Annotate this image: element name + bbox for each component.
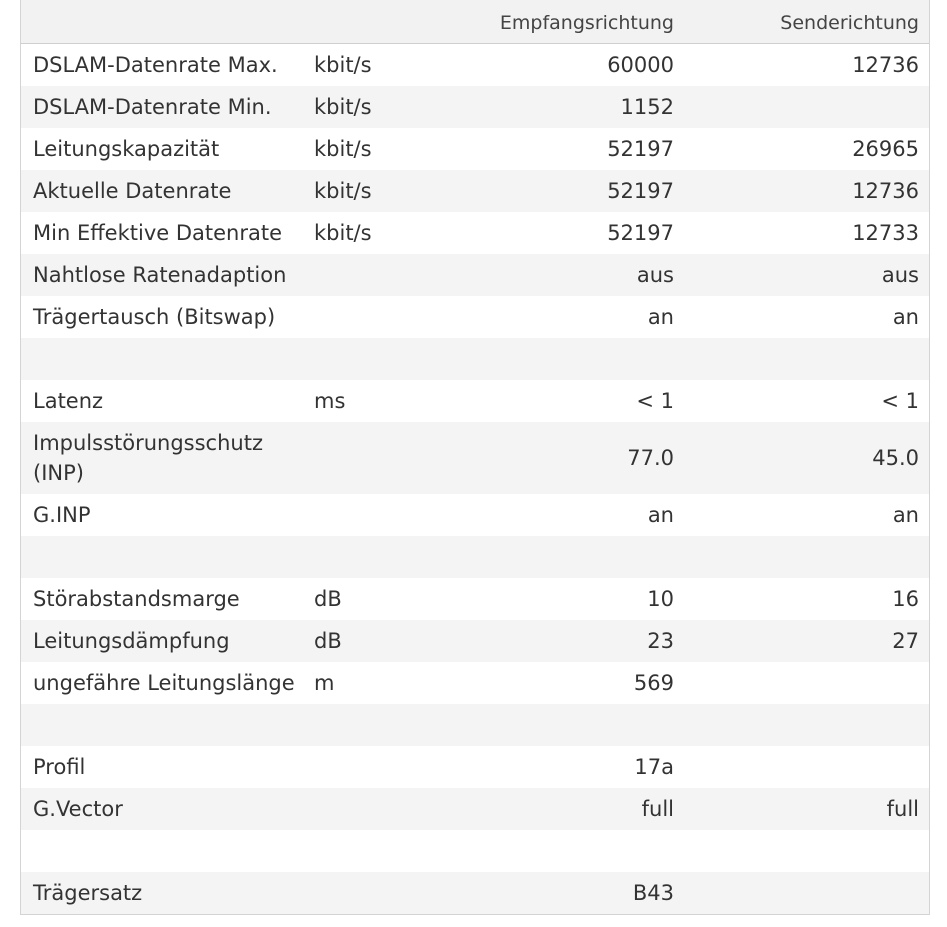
row-unit: kbit/s bbox=[314, 95, 372, 119]
table-row bbox=[21, 872, 929, 914]
row-label: Profil bbox=[33, 755, 86, 779]
row-label: ungefähre Leitungslänge bbox=[33, 671, 295, 695]
row-label: Min Effektive Datenrate bbox=[33, 221, 283, 245]
row-tx-value bbox=[674, 830, 919, 872]
table-row bbox=[21, 746, 929, 788]
table-row bbox=[21, 620, 929, 662]
table-row bbox=[21, 128, 929, 170]
row-tx-value bbox=[674, 746, 919, 788]
row-rx-value: an bbox=[647, 503, 674, 527]
row-unit bbox=[314, 296, 434, 338]
row-unit: ms bbox=[314, 389, 346, 413]
row-label: Nahtlose Ratenadaption bbox=[33, 263, 287, 287]
table-row bbox=[21, 170, 929, 212]
row-tx-value: 12736 bbox=[852, 179, 919, 203]
row-label: G.Vector bbox=[33, 797, 123, 821]
row-tx-value bbox=[674, 86, 919, 128]
row-tx-value: aus bbox=[881, 263, 919, 287]
spacer-row bbox=[21, 338, 929, 380]
row-unit: m bbox=[314, 671, 335, 695]
row-unit bbox=[314, 422, 434, 494]
row-tx-value bbox=[674, 872, 919, 914]
row-rx-value: 60000 bbox=[607, 53, 674, 77]
row-tx-value: an bbox=[892, 305, 919, 329]
table-row bbox=[21, 44, 929, 86]
row-label: Leitungskapazität bbox=[33, 137, 220, 161]
row-rx-value: 77.0 bbox=[627, 446, 674, 470]
table-row bbox=[21, 212, 929, 254]
row-rx-value: an bbox=[647, 305, 674, 329]
row-tx-value: full bbox=[886, 797, 919, 821]
row-label: Störabstandsmarge bbox=[33, 587, 240, 611]
row-tx-value bbox=[674, 338, 919, 380]
row-rx-value: 52197 bbox=[607, 137, 674, 161]
header-receive-direction: Empfangsrichtung bbox=[499, 11, 674, 34]
row-label: DSLAM-Datenrate Min. bbox=[33, 95, 272, 119]
row-rx-value bbox=[434, 704, 674, 746]
row-label: G.INP bbox=[33, 503, 91, 527]
spacer-row bbox=[21, 536, 929, 578]
row-tx-value bbox=[674, 704, 919, 746]
row-unit: kbit/s bbox=[314, 179, 372, 203]
row-rx-value: B43 bbox=[632, 881, 674, 905]
row-tx-value: 45.0 bbox=[872, 446, 919, 470]
row-label bbox=[21, 536, 314, 578]
row-rx-value: 52197 bbox=[607, 179, 674, 203]
row-rx-value bbox=[434, 830, 674, 872]
row-unit bbox=[314, 788, 434, 830]
row-rx-value: 52197 bbox=[607, 221, 674, 245]
row-tx-value bbox=[674, 662, 919, 704]
spacer-row bbox=[21, 830, 929, 872]
row-tx-value bbox=[674, 536, 919, 578]
row-label bbox=[21, 338, 314, 380]
table-header bbox=[21, 0, 929, 44]
row-label: Aktuelle Datenrate bbox=[33, 179, 232, 203]
table-row bbox=[21, 422, 929, 494]
row-unit bbox=[314, 494, 434, 536]
row-unit: dB bbox=[314, 587, 342, 611]
table-row bbox=[21, 254, 929, 296]
row-tx-value: 12736 bbox=[852, 53, 919, 77]
table-row bbox=[21, 788, 929, 830]
row-rx-value: < 1 bbox=[636, 389, 674, 413]
table-row bbox=[21, 494, 929, 536]
row-unit bbox=[314, 704, 434, 746]
row-label bbox=[21, 830, 314, 872]
row-unit bbox=[314, 746, 434, 788]
row-label: Impulsstörungsschutz (INP) bbox=[33, 431, 263, 485]
row-label: Trägersatz bbox=[33, 881, 143, 905]
row-unit: kbit/s bbox=[314, 137, 372, 161]
row-tx-value: 16 bbox=[892, 587, 919, 611]
row-unit bbox=[314, 536, 434, 578]
table-row bbox=[21, 86, 929, 128]
row-label bbox=[21, 704, 314, 746]
row-label: DSLAM-Datenrate Max. bbox=[33, 53, 278, 77]
header-unit bbox=[314, 0, 434, 43]
row-unit: kbit/s bbox=[314, 221, 372, 245]
row-rx-value: full bbox=[641, 797, 674, 821]
row-rx-value: aus bbox=[636, 263, 674, 287]
row-tx-value: an bbox=[892, 503, 919, 527]
row-rx-value: 17a bbox=[634, 755, 674, 779]
header-label bbox=[21, 0, 314, 43]
row-label: Latenz bbox=[33, 389, 104, 413]
table-row bbox=[21, 296, 929, 338]
table-row bbox=[21, 662, 929, 704]
row-rx-value bbox=[434, 338, 674, 380]
row-rx-value bbox=[434, 536, 674, 578]
table-row bbox=[21, 578, 929, 620]
row-tx-value: 27 bbox=[892, 629, 919, 653]
row-unit bbox=[314, 254, 434, 296]
row-label: Leitungsdämpfung bbox=[33, 629, 230, 653]
header-send-direction: Senderichtung bbox=[780, 11, 919, 34]
row-label: Trägertausch (Bitswap) bbox=[33, 305, 276, 329]
row-rx-value: 569 bbox=[633, 671, 674, 695]
dsl-info-table bbox=[20, 0, 930, 915]
row-unit bbox=[314, 830, 434, 872]
row-tx-value: < 1 bbox=[881, 389, 919, 413]
row-tx-value: 12733 bbox=[852, 221, 919, 245]
row-unit bbox=[314, 338, 434, 380]
row-unit: kbit/s bbox=[314, 53, 372, 77]
row-rx-value: 23 bbox=[647, 629, 674, 653]
row-tx-value: 26965 bbox=[852, 137, 919, 161]
row-rx-value: 1152 bbox=[620, 95, 674, 119]
row-unit bbox=[314, 872, 434, 914]
row-rx-value: 10 bbox=[647, 587, 674, 611]
row-unit: dB bbox=[314, 629, 342, 653]
table-row bbox=[21, 380, 929, 422]
spacer-row bbox=[21, 704, 929, 746]
